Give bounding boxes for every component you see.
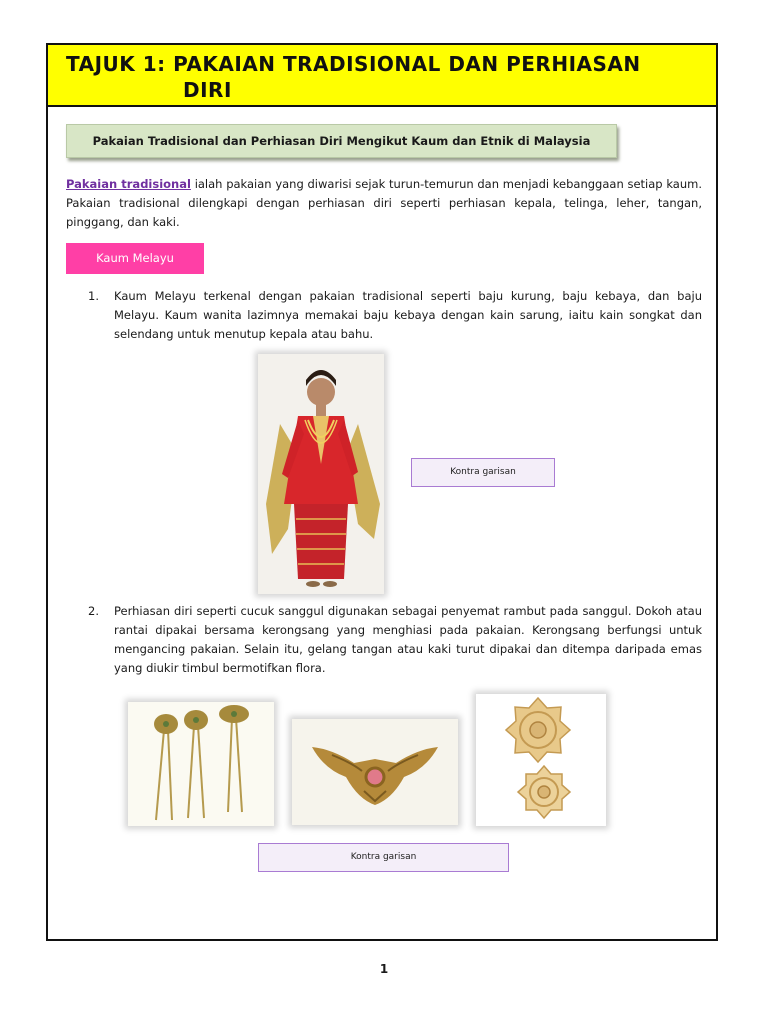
kerongsang-photo — [476, 694, 606, 826]
page-title: TAJUK 1: PAKAIAN TRADISIONAL DAN PERHIASAN — [66, 52, 641, 76]
list-item — [88, 287, 702, 344]
intro-paragraph — [66, 175, 702, 232]
caption-box: Kontra garisan — [411, 458, 555, 487]
hairpin-photo — [128, 702, 274, 826]
page-number: 1 — [379, 962, 389, 976]
brooch-icon — [292, 719, 458, 825]
page-title-continued: DIRI — [183, 78, 232, 102]
section-label-kaum-melayu: Kaum Melayu — [66, 243, 204, 274]
kebaya-illustration — [258, 354, 384, 594]
intro-text: ialah pakaian yang diwarisi sejak turun-temurun dan menjadi kebanggaan setiap kaum. Pakaian tradisional dilengkapi dengan perhiasan diri seperti perhiasan kepala, telinga, leher, tangan, pinggang, dan kaki. — [66, 177, 702, 229]
key-term: Pakaian tradisional — [66, 177, 191, 191]
list-item-number: 1. — [88, 289, 99, 303]
subtitle-box: Pakaian Tradisional dan Perhiasan Diri Mengikut Kaum dan Etnik di Malaysia — [66, 124, 617, 158]
dokoh-photo — [292, 719, 458, 825]
list-item-number: 2. — [88, 604, 99, 618]
kerongsang-icon — [476, 694, 606, 826]
list-item-text: Kaum Melayu terkenal dengan pakaian tradisional seperti baju kurung, baju kebaya, dan baju Melayu. Kaum wanita lazimnya memakai baju kebaya dengan kain sarung, iaitu kain songkat dan selendang untuk menutup kepala atau bahu. — [114, 289, 702, 341]
page-frame — [46, 43, 718, 941]
caption-box: Kontra garisan — [258, 843, 509, 872]
title-banner — [48, 45, 716, 107]
list-item-text: Perhiasan diri seperti cucuk sanggul digunakan sebagai penyemat rambut pada sanggul. Dokoh atau rantai dipakai bersama kerongsang yang menghiasi pada pakaian. Kerongsang berfungsi untuk mengancing pakaian. Selain itu, gelang tangan atau kaki turut dipakai dan ditempa daripada emas yang diukir timbul bermotifkan flora. — [114, 604, 702, 675]
list-item — [88, 602, 702, 678]
hairpin-icon — [128, 702, 274, 826]
kebaya-figure-icon — [258, 354, 384, 594]
